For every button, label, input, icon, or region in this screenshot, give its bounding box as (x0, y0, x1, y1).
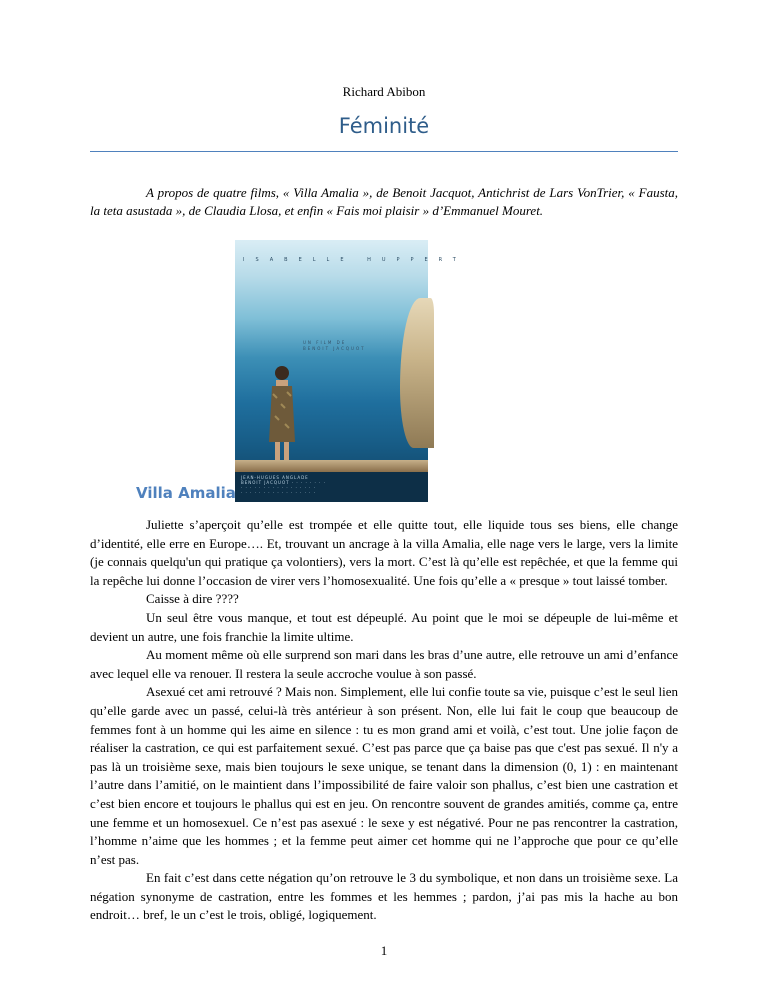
paragraph: Au moment même où elle surprend son mari dans les bras d’une autre, elle retrouve un ami d’enfance avec lequel elle va renouer. Il restera la seule accroche voulue à son passé. (90, 647, 678, 681)
author-name: Richard Abibon (342, 84, 426, 99)
poster-director: UN FILM DE BENOIT JACQUOT (303, 340, 366, 351)
poster-cliff (400, 298, 434, 448)
paragraph: Caisse à dire ???? (146, 591, 239, 607)
document-title: Féminité (338, 114, 430, 138)
title-underline (90, 151, 678, 152)
section-body (90, 516, 678, 925)
intro-paragraph: A propos de quatre films, « Villa Amalia », de Benoit Jacquot, Antichrist de Lars VonTrier, « Fausta, la teta asustada », de Claudia Llosa, et enfin « Fais moi plaisir » d’Emmanuel Mouret. (90, 185, 678, 218)
movie-poster-image (235, 240, 467, 502)
paragraph: En fait c’est dans cette négation qu’on retrouve le 3 du symbolique, et non dans un troisième sexe. La négation synonyme de castration, entre les fommes et les hemmes ; pardon, j’ai pas mis la hache au bon endroit… bref, le un c’est le trois, obligé, logiquement. (90, 870, 678, 923)
paragraph: Juliette s’aperçoit qu’elle est trompée et elle quitte tout, elle liquide tous ses biens, elle change d’identité, elle erre en Europe…. Et, trouvant un ancrage à la villa Amalia, elle nage vers le large, vers la limite (je connais quelqu'un qui pratique ça volontiers), vers la mort. C’est là qu’elle est repêchée, et que la femme qui la repêche lui donne l’occasion de virer vers l’homosexualité. Une fois qu’elle a « presque » tout laissé tomber. (90, 517, 678, 588)
section-heading: Villa Amalia (136, 484, 236, 502)
paragraph: Asexué cet ami retrouvé ? Mais non. Simplement, elle lui confie toute sa vie, puisque c’est le seul lien qu’elle garde avec un passé, celui-là très antérieur à son présent. Non, elle lui fait le coup que beaucoup de femmes font à un homme qui les aime en silence : tu es mon grand ami et voilà, c’est tout. Une jolie façon de réaliser la castration, ce qui est parfaitement sexué. C’est pas parce que ça baise pas que c'est pas sexué. Il n'y a pas là un troisième sexe, mais bien toujours le sexe unique, se tenant dans la dimension (0, 1) : en maintenant l’autre dans l’amitié, on le maintient dans l’impossibilité de faire valoir son phallus, c’est bien une castration et c’est bien encore et toujours le phallus qui est en jeu. On rencontre souvent de grandes amitiés, comme ça, entre une femme et un homosexuel. Ce n’est pas asexué : le sexe y est négativé. Pour ne pas rencontrer la castration, l’homme n’aime que les hommes ; et la femme peut aimer cet homme qui ne l’approche que pour ce qu’elle n’est pas. (90, 684, 678, 867)
poster-ledge (235, 460, 428, 472)
page-number: 1 (380, 943, 388, 958)
poster-star-name: ISABELLE HUPPERT (243, 257, 467, 263)
paragraph: Un seul être vous manque, et tout est dépeuplé. Au point que le moi se dépeuple de lui-même et devient un autre, une fois franchie la limite ultime. (90, 609, 678, 644)
poster-credits: JEAN-HUGUES ANGLADE BENOIT JACQUOT · · · · · · · · · · · · · · · · · · · · · · · · · · · · · · · · · · · · · · · · · · (235, 472, 428, 502)
